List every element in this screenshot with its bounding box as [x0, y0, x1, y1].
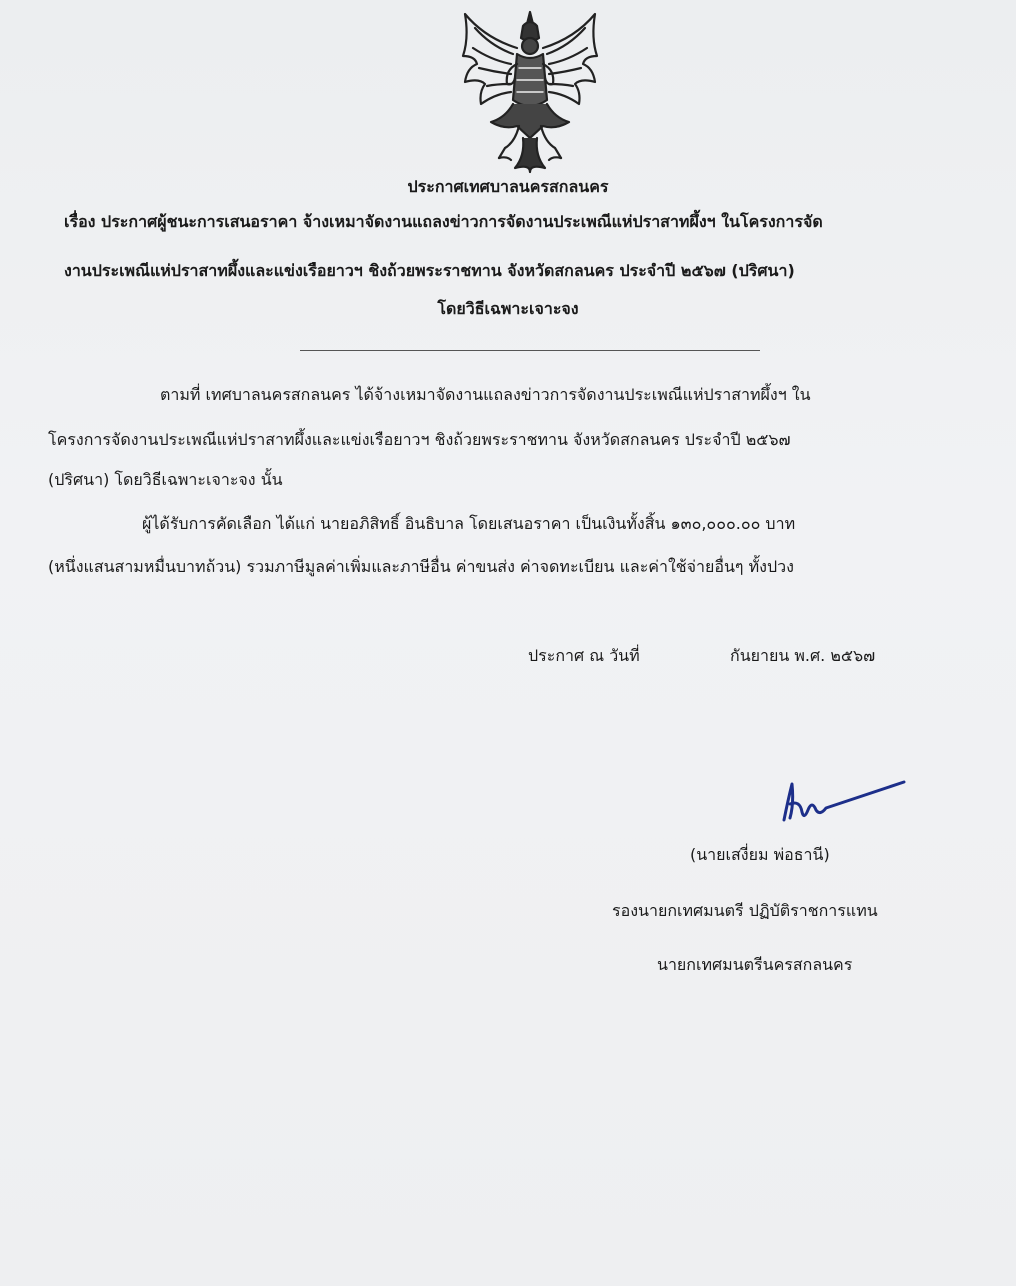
date-label: ประกาศ ณ วันที่ [528, 646, 640, 665]
subject-line-2: งานประเพณีแห่ปราสาทผึ้งและแข่งเรือยาวฯ ชิงถ้วยพระราชทาน จังหวัดสกลนคร ประจำปี ๒๕๖๗ (ปริศนา) [64, 261, 795, 280]
garuda-emblem-icon [455, 8, 605, 176]
subject-line-1: เรื่อง ประกาศผู้ชนะการเสนอราคา จ้างเหมาจัดงานแถลงข่าวการจัดงานประเพณีแห่ปราสาทผึ้งฯ ในโครงการจัด [64, 212, 823, 231]
body-line-4: ผู้ได้รับการคัดเลือก ได้แก่ นายอภิสิทธิ์ อินธิบาล โดยเสนอราคา เป็นเงินทั้งสิ้น ๑๓๐,๐๐๐.๐๐ บาท [142, 514, 796, 533]
signer-title-2: นายกเทศมนตรีนครสกลนคร [657, 955, 853, 974]
handwritten-signature-icon [770, 770, 910, 830]
body-line-1: ตามที่ เทศบาลนครสกลนคร ได้จ้างเหมาจัดงานแถลงข่าวการจัดงานประเพณีแห่ปราสาทผึ้งฯ ใน [160, 385, 811, 404]
body-line-5: (หนึ่งแสนสามหมื่นบาทถ้วน) รวมภาษีมูลค่าเพิ่มและภาษีอื่น ค่าขนส่ง ค่าจดทะเบียน และค่าใช้จ่ายอื่นๆ ทั้งปวง [48, 557, 794, 576]
divider [300, 350, 760, 351]
body-line-3: (ปริศนา) โดยวิธีเฉพาะเจาะจง นั้น [48, 470, 283, 489]
subject-line-3: โดยวิธีเฉพาะเจาะจง [437, 299, 579, 318]
issuer-heading: ประกาศเทศบาลนครสกลนคร [407, 177, 609, 196]
signer-name: (นายเสงี่ยม พ่อธานี) [690, 845, 830, 864]
body-line-2: โครงการจัดงานประเพณีแห่ปราสาทผึ้งและแข่งเรือยาวฯ ชิงถ้วยพระราชทาน จังหวัดสกลนคร ประจำปี ๒๕๖๗ [48, 430, 791, 449]
date-value: กันยายน พ.ศ. ๒๕๖๗ [730, 646, 876, 665]
signer-title-1: รองนายกเทศมนตรี ปฏิบัติราชการแทน [612, 901, 878, 920]
